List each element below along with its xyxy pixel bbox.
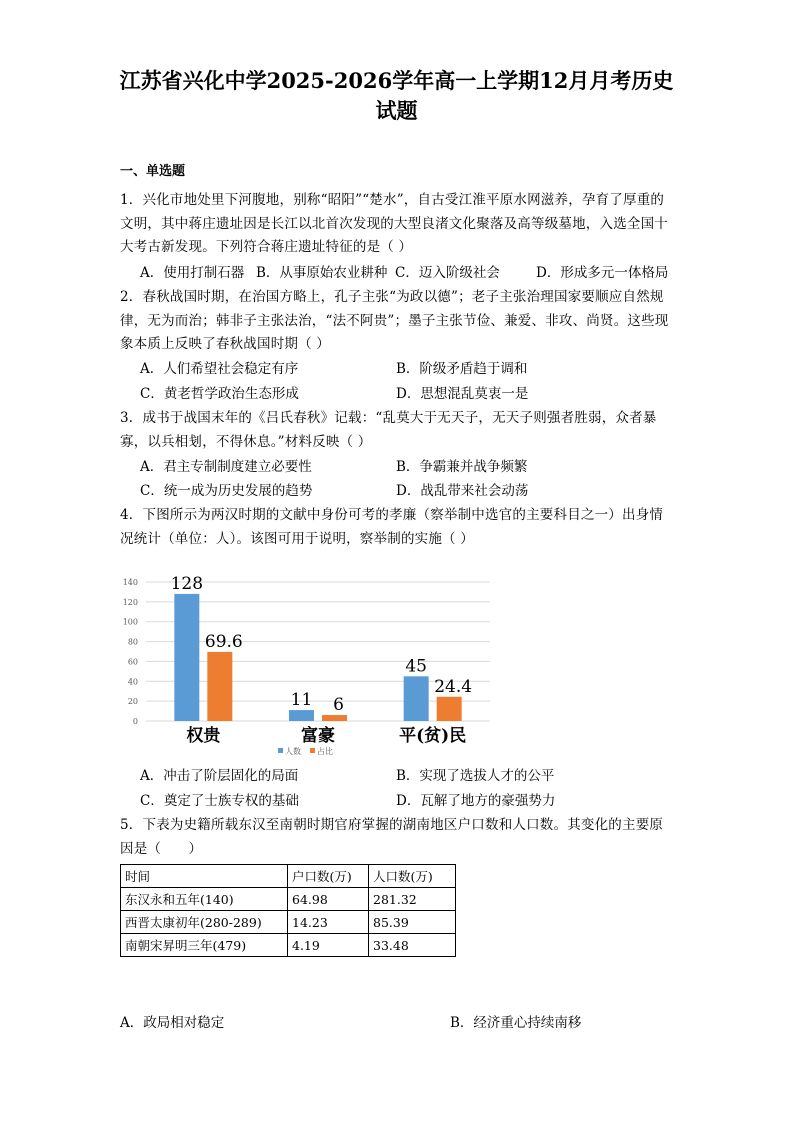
bar bbox=[289, 710, 314, 721]
table-row bbox=[121, 934, 456, 957]
table-header-cell: 户口数(万) bbox=[288, 865, 369, 888]
data-label: 11 bbox=[290, 690, 313, 711]
y-tick-label: 80 bbox=[127, 637, 138, 647]
y-tick-label: 20 bbox=[127, 697, 138, 707]
table-header-row bbox=[121, 865, 456, 888]
y-tick-label: 140 bbox=[122, 578, 138, 587]
data-label: 45 bbox=[405, 656, 427, 677]
q5-option-b[interactable]: B．经济重心持续南移 bbox=[450, 1015, 582, 1031]
y-tick-label: 120 bbox=[122, 597, 138, 607]
table-cell: 85.39 bbox=[369, 911, 456, 934]
q1-option-c[interactable]: C．迈入阶级社会 bbox=[395, 265, 500, 281]
bar bbox=[322, 715, 347, 721]
q4-option-c[interactable]: C．奠定了士族专权的基础 bbox=[140, 793, 299, 809]
x-category-label: 权贵 bbox=[186, 726, 221, 746]
legend-label: 人数 bbox=[285, 747, 301, 756]
question-4-stem: 4．下图所示为两汉时期的文献中身份可考的孝廉（察举制中选官的主要科目之一）出身情况统计（单位：人）。该图可用于说明，察举制的实施（ ） bbox=[120, 507, 664, 547]
y-tick-label: 100 bbox=[122, 617, 138, 627]
x-category-label: 平(贫)民 bbox=[399, 726, 467, 746]
q3-option-d[interactable]: D．战乱带来社会动荡 bbox=[396, 483, 529, 499]
q4-option-d[interactable]: D．瓦解了地方的豪强势力 bbox=[396, 793, 556, 809]
q3-option-b[interactable]: B．争霸兼并战争频繁 bbox=[396, 459, 528, 475]
question-5-stem: 5．下表为史籍所载东汉至南朝时期官府掌握的湖南地区户口数和人口数。其变化的主要原因是（ ） bbox=[120, 817, 664, 857]
q2-option-d[interactable]: D．思想混乱莫衷一是 bbox=[396, 386, 529, 402]
q3-option-c[interactable]: C．统一成为历史发展的趋势 bbox=[140, 483, 313, 499]
data-label: 69.6 bbox=[204, 631, 243, 652]
table-cell: 33.48 bbox=[369, 934, 456, 957]
q1-option-a[interactable]: A．使用打制石器 bbox=[140, 265, 245, 281]
q3-option-a[interactable]: A．君主专制制度建立必要性 bbox=[140, 459, 312, 475]
table-cell: 东汉永和五年(140) bbox=[121, 888, 288, 911]
q5-option-a[interactable]: A．政局相对稳定 bbox=[120, 1015, 225, 1031]
legend-label: 占比 bbox=[317, 747, 333, 756]
table-cell: 281.32 bbox=[369, 888, 456, 911]
table-row bbox=[121, 888, 456, 911]
question-1-stem: 1．兴化市地处里下河腹地，别称“昭阳”“楚水”，自古受江淮平原水网滋养，孕育了厚重的文明，其中蒋庄遗址因是长江以北首次发现的大型良渚文化聚落及高等级墓地，入选全国十大考古新发现。下列符合蒋庄遗址特征的是（ ） bbox=[120, 192, 668, 255]
table-header-cell: 人口数(万) bbox=[369, 865, 456, 888]
table-cell: 西晋太康初年(280-289) bbox=[121, 911, 288, 934]
y-tick-label: 60 bbox=[127, 657, 138, 667]
legend-swatch bbox=[310, 748, 315, 753]
bar bbox=[404, 676, 429, 721]
q1-option-d[interactable]: D．形成多元一体格局 bbox=[536, 265, 669, 281]
section-label: 一、单选题 bbox=[120, 164, 186, 179]
x-category-label: 富豪 bbox=[301, 726, 335, 746]
data-label: 24.4 bbox=[434, 676, 473, 697]
table-header-cell: 时间 bbox=[121, 865, 288, 888]
table-row bbox=[121, 911, 456, 934]
table-cell: 4.19 bbox=[288, 934, 369, 957]
q4-option-b[interactable]: B．实现了选拔人才的公平 bbox=[396, 768, 555, 784]
q4-option-a[interactable]: A．冲击了阶层固化的局面 bbox=[140, 768, 299, 784]
xiaolian-origin-chart bbox=[116, 570, 496, 760]
question-3-stem: 3．成书于战国末年的《吕氏春秋》记载：“乱莫大于无天子，无天子则强者胜弱，众者暴寡，以兵相刬，不得休息。”材料反映（ ） bbox=[120, 410, 657, 450]
bar bbox=[174, 594, 199, 721]
q2-option-a[interactable]: A．人们希望社会稳定有序 bbox=[140, 361, 299, 377]
bar bbox=[207, 652, 232, 721]
document-title bbox=[40, 66, 753, 126]
table-cell: 南朝宋昇明三年(479) bbox=[121, 934, 288, 957]
data-label: 128 bbox=[170, 573, 204, 594]
title-line-2: 试题 bbox=[375, 98, 418, 123]
legend-swatch bbox=[278, 748, 283, 753]
population-table bbox=[120, 864, 456, 957]
bar-chart-svg bbox=[116, 570, 496, 760]
question-2-stem: 2．春秋战国时期，在治国方略上，孔子主张“为政以德”；老子主张治理国家要顺应自然规律，无为而治；韩非子主张法治，“法不阿贵”；墨子主张节俭、兼爱、非攻、尚贤。这些现象本质上反映了春秋战国时期（ ） bbox=[120, 289, 669, 352]
table-cell: 64.98 bbox=[288, 888, 369, 911]
data-label: 6 bbox=[333, 695, 344, 716]
table-cell: 14.23 bbox=[288, 911, 369, 934]
y-tick-label: 0 bbox=[132, 717, 138, 726]
bar bbox=[437, 697, 462, 721]
q2-option-b[interactable]: B．阶级矛盾趋于调和 bbox=[396, 361, 528, 377]
q1-option-b[interactable]: B．从事原始农业耕种 bbox=[256, 265, 388, 281]
title-line-1: 江苏省兴化中学2025-2026学年高一上学期12月月考历史 bbox=[119, 68, 674, 93]
y-tick-label: 40 bbox=[127, 677, 138, 687]
q2-option-c[interactable]: C．黄老哲学政治生态形成 bbox=[140, 386, 299, 402]
